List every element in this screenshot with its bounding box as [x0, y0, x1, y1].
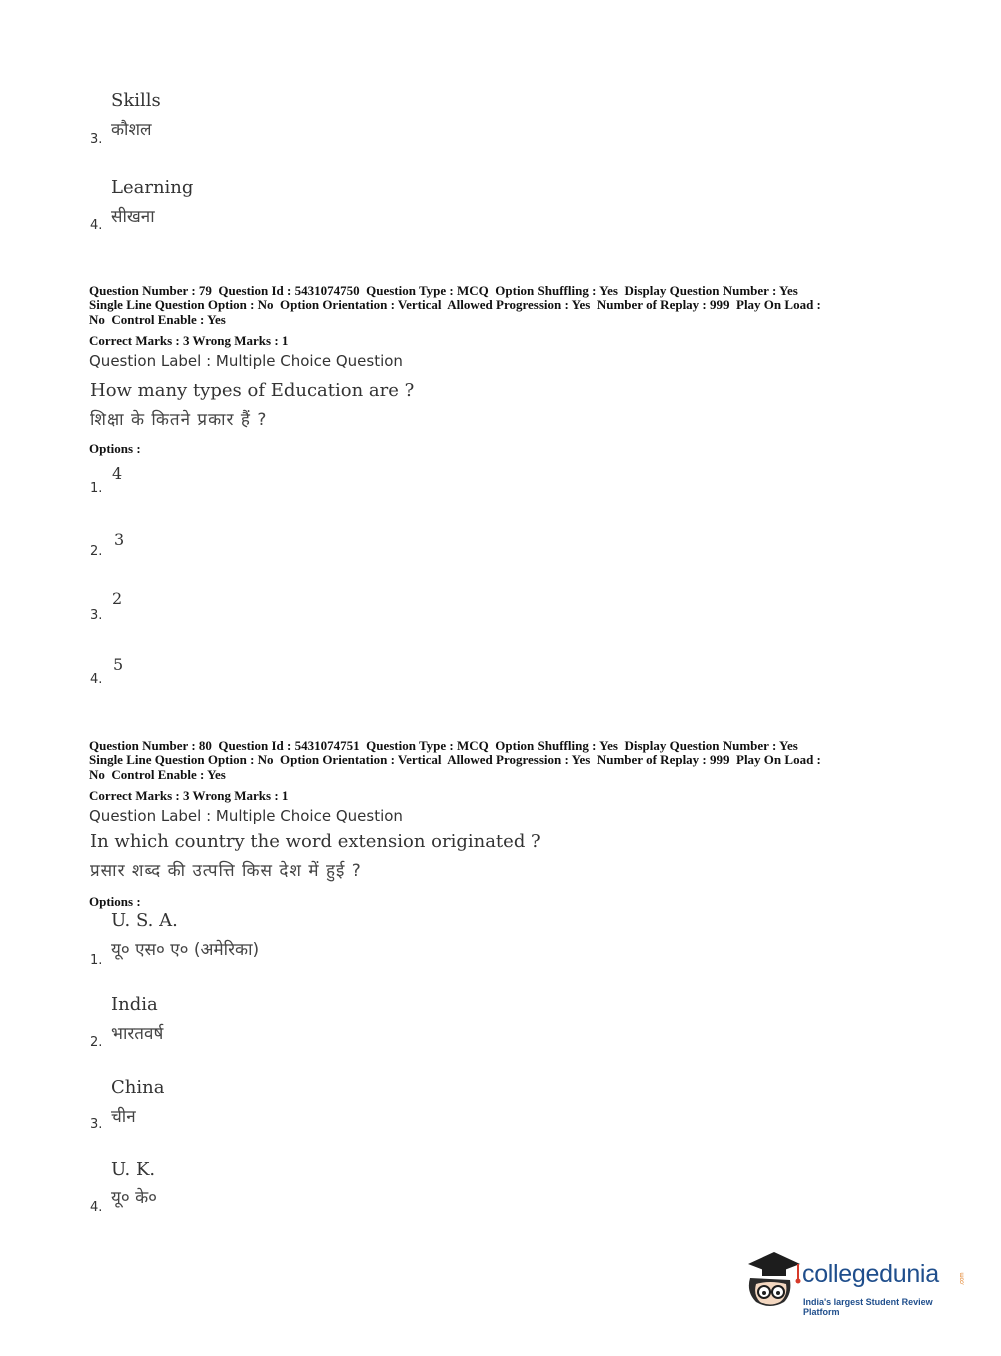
q79-question-label: Question Label : Multiple Choice Question: [89, 352, 403, 370]
q80-option-1-en: U. S. A.: [111, 910, 178, 931]
q80-question-text-en: In which country the word extension originated ?: [90, 831, 541, 852]
q80-option-1-hi: यू० एस० ए० (अमेरिका): [111, 940, 260, 960]
q79-marks: Correct Marks : 3 Wrong Marks : 1: [89, 333, 289, 348]
q80-question-label: Question Label : Multiple Choice Question: [89, 807, 403, 825]
q80-option-4-en: U. K.: [111, 1159, 156, 1180]
q79-options-heading: Options :: [89, 441, 141, 456]
q79-option-1-value: 4: [112, 464, 123, 483]
q79-option-4-value: 5: [113, 655, 124, 674]
q80-option-3-num: 3.: [90, 1117, 103, 1132]
logo-suffix: .com: [959, 1272, 966, 1286]
q79-option-1-num: 1.: [90, 481, 103, 496]
prev-option-4-en: Learning: [111, 177, 194, 198]
q80-options-heading: Options :: [89, 894, 141, 909]
prev-option-4-num: 4.: [90, 218, 103, 233]
q80-meta-line-3: No Control Enable : Yes: [89, 767, 226, 782]
q79-question-text-en: How many types of Education are ?: [90, 380, 415, 401]
q79-meta-line-1: Question Number : 79 Question Id : 5431074750 Question Type : MCQ Option Shuffling : Yes Display Question Number : Yes: [89, 283, 798, 298]
q80-option-4-hi: यू० के०: [111, 1188, 157, 1208]
q80-option-3-en: China: [111, 1077, 165, 1098]
q79-option-3-value: 2: [112, 589, 123, 608]
q80-option-2-en: India: [111, 994, 158, 1015]
q80-meta-line-1: Question Number : 80 Question Id : 5431074751 Question Type : MCQ Option Shuffling : Yes Display Question Number : Yes: [89, 738, 798, 753]
q79-option-3-num: 3.: [90, 608, 103, 623]
q80-marks: Correct Marks : 3 Wrong Marks : 1: [89, 788, 289, 803]
prev-option-4-hi: सीखना: [111, 207, 155, 227]
q80-meta-line-2: Single Line Question Option : No Option Orientation : Vertical Allowed Progression : Yes Number of Replay : 999 Play On Load :: [89, 752, 821, 767]
logo-wordmark: collegedunia: [802, 1260, 939, 1288]
prev-option-3-hi: कौशल: [111, 120, 152, 140]
q79-option-2-num: 2.: [90, 544, 103, 559]
q80-option-4-num: 4.: [90, 1200, 103, 1215]
q79-question-text-hi: शिक्षा के कितने प्रकार हैं ?: [90, 410, 268, 430]
q79-option-4-num: 4.: [90, 672, 103, 687]
q80-option-3-hi: चीन: [111, 1107, 136, 1127]
q80-option-1-num: 1.: [90, 953, 103, 968]
q79-meta-line-3: No Control Enable : Yes: [89, 312, 226, 327]
q79-meta-line-2: Single Line Question Option : No Option Orientation : Vertical Allowed Progression : Yes Number of Replay : 999 Play On Load :: [89, 297, 821, 312]
logo-tagline: India's largest Student Review Platform: [803, 1297, 933, 1317]
q80-option-2-hi: भारतवर्ष: [111, 1024, 164, 1044]
prev-option-3-num: 3.: [90, 132, 103, 147]
mascot-icon: [740, 1250, 802, 1312]
q79-option-2-value: 3: [114, 530, 125, 549]
q80-option-2-num: 2.: [90, 1035, 103, 1050]
prev-option-3-en: Skills: [111, 90, 161, 111]
collegedunia-logo: [740, 1248, 970, 1318]
q80-question-text-hi: प्रसार शब्द की उत्पत्ति किस देश में हुई ?: [90, 861, 362, 881]
